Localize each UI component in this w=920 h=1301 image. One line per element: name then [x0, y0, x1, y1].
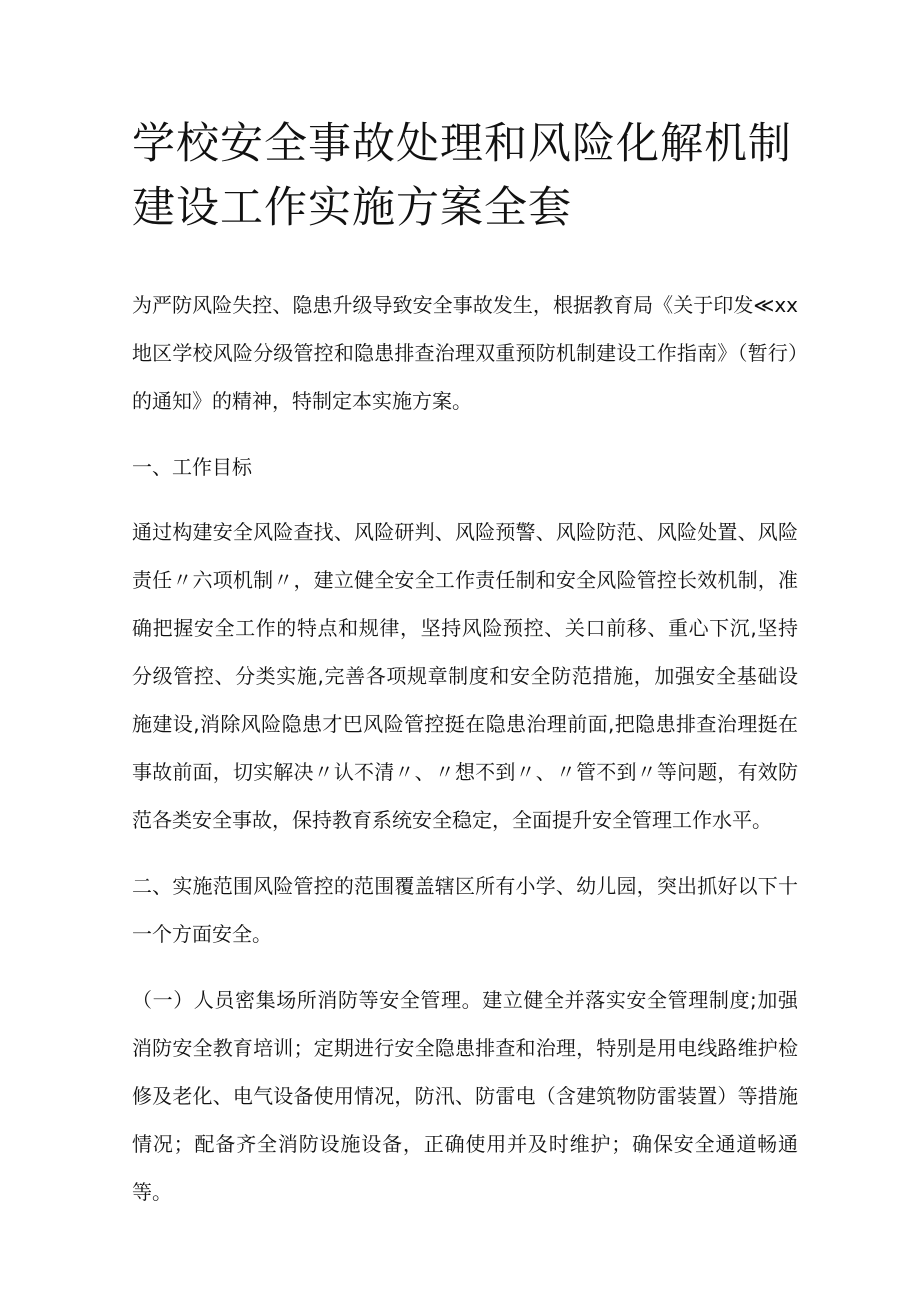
item-one-paragraph: （一）人员密集场所消防等安全管理。建立健全并落实安全管理制度;加强消防安全教育培训；定期进行安全隐患排查和治理，特别是用电线路维护检修及老化、电气设备使用情况，防汛、防雷电（含建筑物防雷装置）等措施情况；配备齐全消防设施设备，正确使用并及时维护；确保安全通道畅通等。	[132, 988, 798, 1204]
document-title: 学校安全事故处理和风险化解机制建设工作实施方案全套	[132, 119, 792, 233]
scope-paragraph: 二、实施范围风险管控的范围覆盖辖区所有小学、幼儿园，突出抓好以下十一个方面安全。	[132, 874, 798, 946]
intro-paragraph: 为严防风险失控、隐患升级导致安全事故发生，根据教育局《关于印发≪xx地区学校风险分级管控和隐患排查治理双重预防机制建设工作指南》（暂行）的通知》的精神，特制定本实施方案。	[132, 293, 798, 413]
document-body	[132, 281, 798, 1216]
section-heading-goals: 一、工作目标	[132, 455, 252, 479]
goals-paragraph: 通过构建安全风险查找、风险研判、风险预警、风险防范、风险处置、风险责任〃六项机制〃，建立健全安全工作责任制和安全风险管控长效机制，准确把握安全工作的特点和规律，坚持风险预控、关口前移、重心下沉,坚持分级管控、分类实施,完善各项规章制度和安全防范措施，加强安全基础设施建设,消除风险隐患才巴风险管控挺在隐患治理前面,把隐患排查治理挺在事故前面，切实解决〃认不清〃、〃想不到〃、〃管不到〃等问题，有效防范各类安全事故，保持教育系统安全稳定，全面提升安全管理工作水平。	[132, 520, 798, 832]
